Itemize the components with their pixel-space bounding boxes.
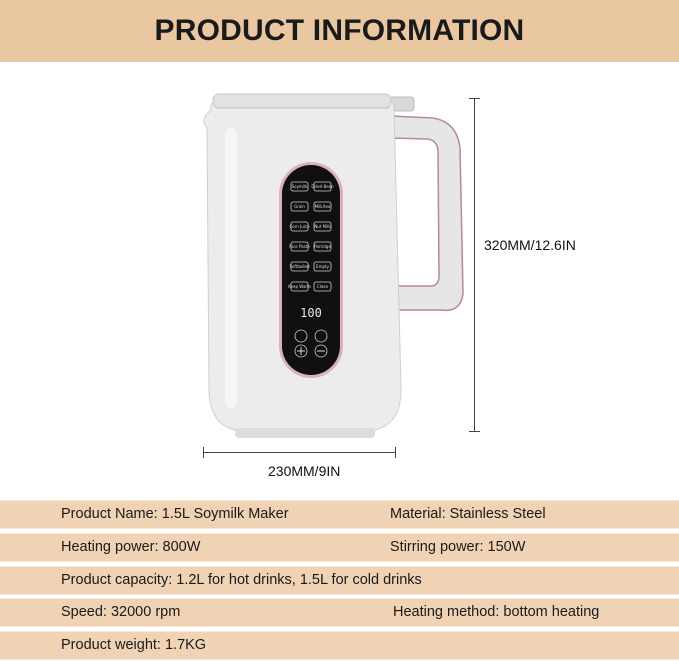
height-dimension-cap-bottom	[469, 431, 480, 432]
heating-method-text: Heating method: bottom heating	[393, 604, 600, 620]
panel-button-label: Corn Juice	[289, 224, 310, 229]
panel-button-label: Nut Milk	[314, 224, 331, 229]
info-row-weight	[0, 631, 679, 660]
speed-text: Speed: 32000 rpm	[61, 604, 181, 620]
info-row-speed	[0, 598, 679, 627]
page-title: PRODUCT INFORMATION	[154, 14, 525, 47]
panel-button-label: Rice Paste	[289, 244, 310, 249]
info-row-product-name	[0, 500, 679, 529]
info-row-power	[0, 533, 679, 562]
panel-button-label: Grain	[294, 204, 305, 209]
weight-text: Product weight: 1.7KG	[61, 637, 207, 653]
panel-button-label: Empty	[316, 264, 329, 269]
panel-button-label: Dried Bean	[311, 184, 334, 189]
panel-button-label: Clean	[316, 284, 329, 289]
soymilk-maker-image	[195, 88, 475, 448]
width-dimension-line	[203, 452, 396, 453]
info-row-capacity	[0, 566, 679, 595]
material-text: Material: Stainless Steel	[390, 506, 546, 522]
panel-button-label: Keep Warm	[288, 284, 311, 289]
panel-button-label: Soymilk	[291, 184, 308, 189]
panel-button-label: Porridge	[314, 244, 331, 249]
panel-button-label: Softboiled	[289, 264, 310, 269]
width-dimension-label: 230MM/9IN	[268, 463, 341, 479]
stirring-power-text: Stirring power: 150W	[390, 539, 526, 555]
display-readout: 100	[300, 306, 322, 320]
height-dimension-line	[474, 98, 475, 432]
capacity-text: Product capacity: 1.2L for hot drinks, 1.5L for cold drinks	[61, 572, 422, 588]
heating-power-text: Heating power: 800W	[61, 539, 201, 555]
height-dimension-label: 320MM/12.6IN	[484, 237, 576, 253]
header-banner	[0, 0, 679, 62]
product-name-text: Product Name: 1.5L Soymilk Maker	[61, 506, 289, 522]
panel-button-label: Milk/tea	[314, 204, 331, 209]
width-dimension-cap-right	[395, 447, 396, 458]
